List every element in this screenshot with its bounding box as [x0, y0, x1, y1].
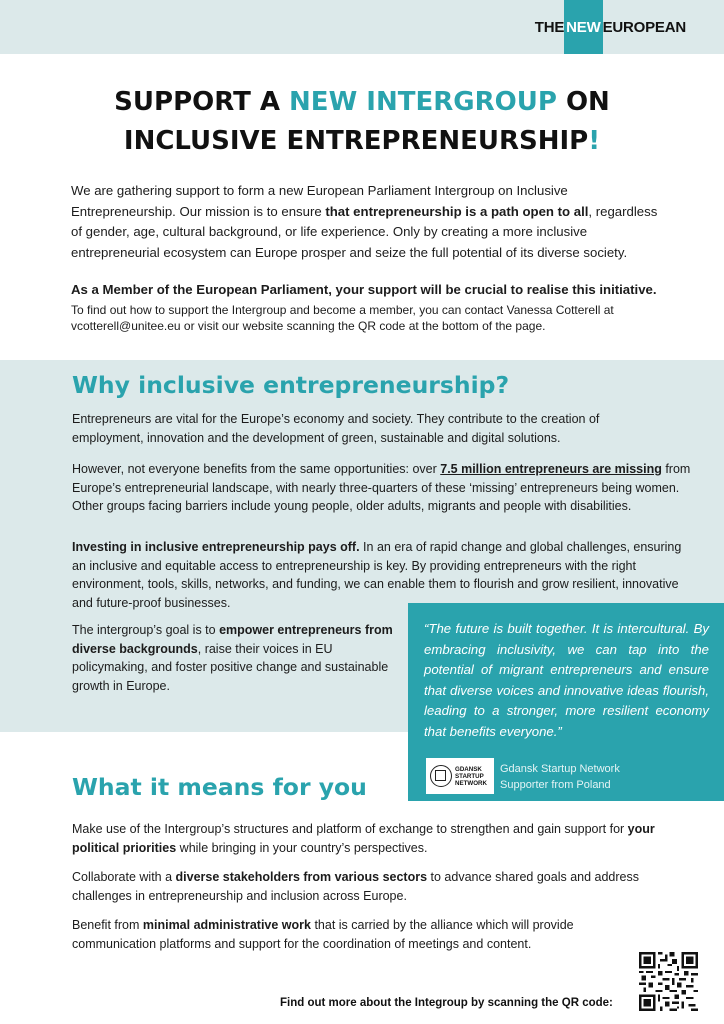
why-paragraph-1: Entrepreneurs are vital for the Europe’s economy and society. They contribute to the creation of employment, innovation and the development of green, sustainable and digital solutions.: [72, 412, 600, 445]
the-new-european-logo: [535, 0, 686, 54]
means-paragraph-2: Collaborate with a diverse stakeholders from various sectors to advance shared goals and address challenges in entrepreneurship and inclusion across Europe.: [72, 870, 639, 903]
intro-paragraph: We are gathering support to form a new European Parliament Intergroup on Inclusive Entrepreneurship. Our mission is to ensure that entrepreneurship is a path open to all, regardless of gender, age, cultural background, or life experience. Only by creating a more inclusive entrepreneurial ecosystem can Europe prosper and seize the full potential of its diverse society.: [71, 183, 658, 260]
quote-box: [408, 603, 724, 801]
supporter-quote: “The future is built together. It is intercultural. By embracing inclusivity, we can tap into the potential of migrant entrepreneurs and ensure that diverse voices and innovative ideas flourish, leading to a stronger, more resilient economy that benefits everyone.”: [424, 621, 709, 739]
missing-entrepreneurs-link[interactable]: 7.5 million entrepreneurs are missing: [440, 462, 662, 476]
means-heading: What it means for you: [72, 773, 367, 801]
logo-european: EUROPEAN: [602, 18, 686, 36]
why-paragraph-2: However, not everyone benefits from the same opportunities: over 7.5 million entrepreneurs are missing from Europe’s entrepreneurial landscape, with nearly three-quarters of these ‘missing’ entrepreneurs being women. Other groups facing barriers include young people, older adults, migrants and people with disabilities.: [72, 462, 691, 513]
why-paragraph-4: The intergroup’s goal is to empower entrepreneurs from diverse backgrounds, raise their voices in EU policymaking, and foster positive change and sustainable growth in Europe.: [72, 623, 393, 693]
qr-caption: Find out more about the Integroup by scanning the QR code:: [280, 997, 613, 1009]
gsn-emblem-icon: [430, 765, 452, 787]
why-heading: Why inclusive entrepreneurship?: [72, 371, 510, 399]
why-paragraph-3: Investing in inclusive entrepreneurship pays off. In an era of rapid change and global challenges, ensuring an inclusive and equitable access to entrepreneurship is key. By providing entrepreneurs with the right environment, tools, skills, networks, and funding, we can enable them to flourish and grow resilient, innovative and future-proof businesses.: [72, 540, 682, 610]
logo-new: NEW: [564, 0, 602, 54]
mep-callout: As a Member of the European Parliament, your support will be crucial to realise this initiative.: [71, 282, 657, 297]
logo-the: THE: [534, 18, 565, 36]
supporter-attribution: Gdansk Startup Network Supporter from Poland: [500, 763, 620, 791]
gdansk-startup-network-logo: GDANSK STARTUP NETWORK: [426, 758, 494, 794]
page-title: SUPPORT A NEW INTERGROUP ON INCLUSIVE ENTREPRENEURSHIP!: [114, 87, 610, 156]
mep-contact-text: To find out how to support the Intergroup and become a member, you can contact Vanessa Cotterell at vcotterell@unitee.eu or visit our website scanning the QR code at the bottom of the page.: [71, 303, 614, 333]
means-paragraph-3: Benefit from minimal administrative work that is carried by the alliance which will provide communication platforms and support for the coordination of meetings and content.: [72, 918, 574, 951]
qr-code-icon[interactable]: [639, 952, 698, 1011]
means-paragraph-1: Make use of the Intergroup’s structures and platform of exchange to strengthen and gain support for your political priorities while bringing in your country’s perspectives.: [72, 822, 655, 855]
